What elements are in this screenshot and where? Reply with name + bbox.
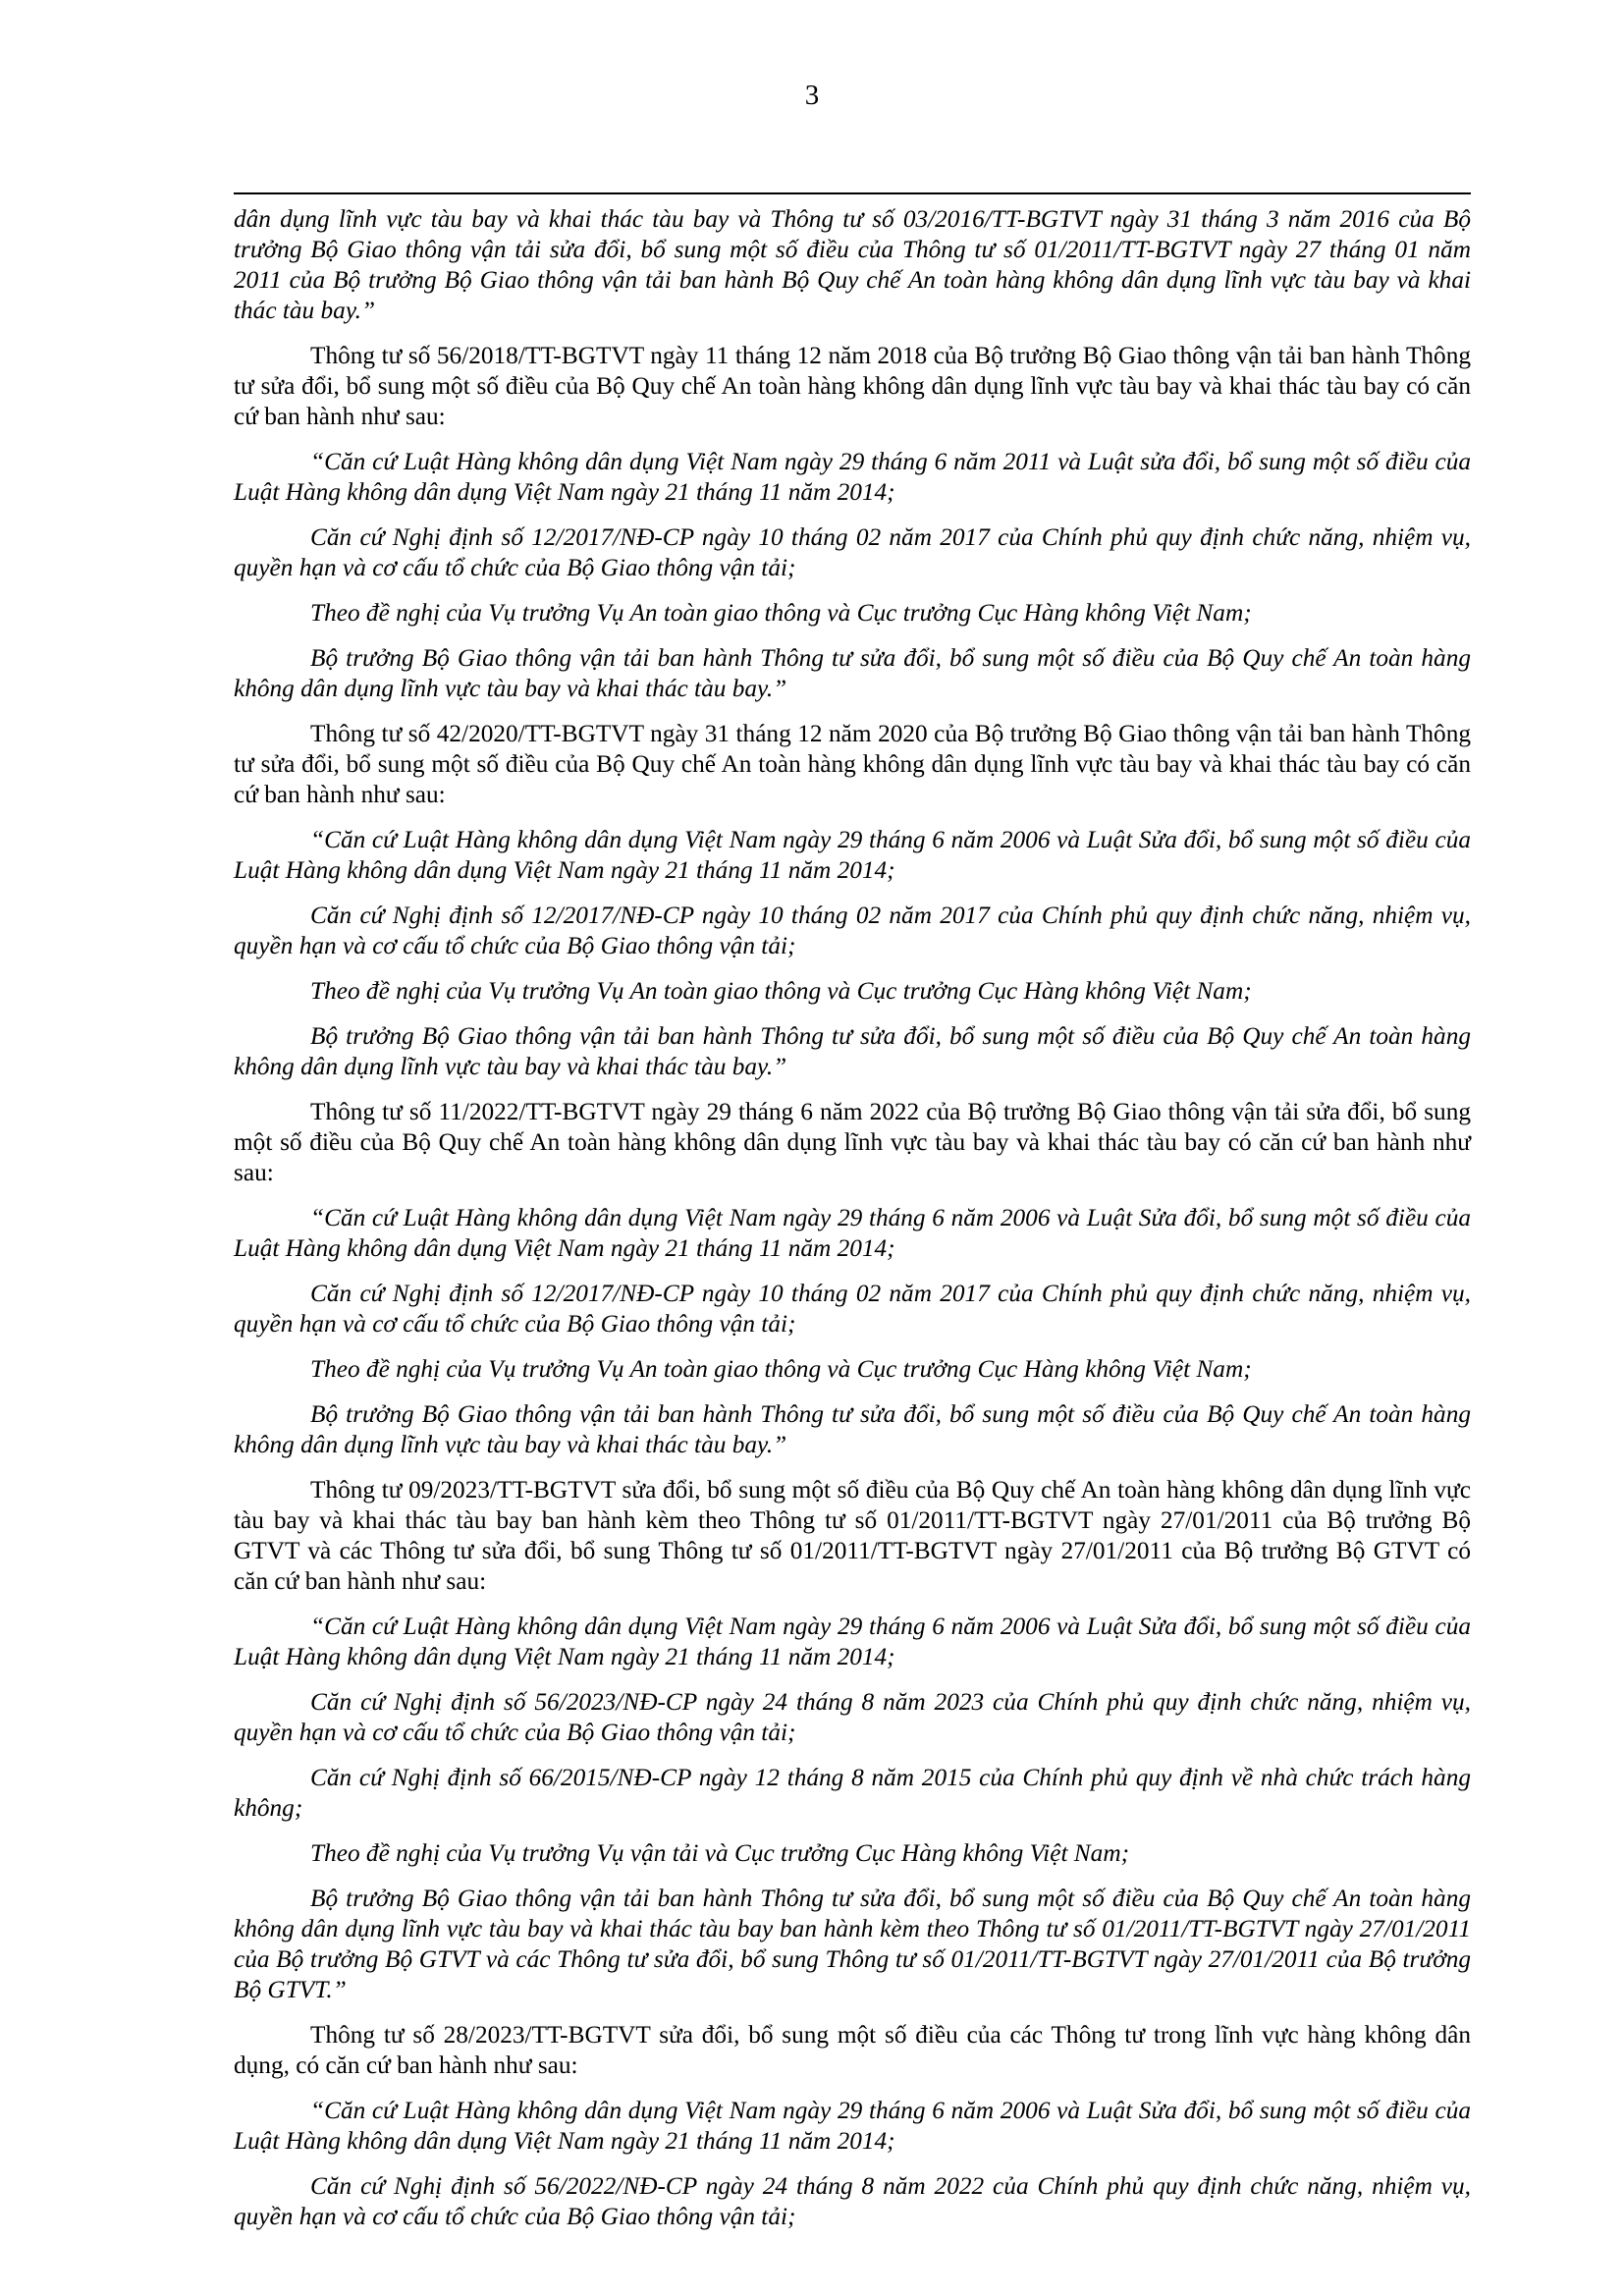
paragraph-circular-09-2023: Thông tư 09/2023/TT-BGTVT sửa đổi, bổ sung một số điều của Bộ Quy chế An toàn hàng không dân dụng lĩnh vực tàu bay và khai thác tàu bay ban hành kèm theo Thông tư số 01/2011/TT-BGTVT ngày 27/01/2011 của Bộ trưởng Bộ GTVT và các Thông tư sửa đổi, bổ sung Thông tư số 01/2011/TT-BGTVT ngày 27/01/2011 của Bộ trưởng Bộ GTVT có căn cứ ban hành như sau:: [234, 1476, 1471, 1595]
paragraph-circular-42-2020: Thông tư số 42/2020/TT-BGTVT ngày 31 tháng 12 năm 2020 của Bộ trưởng Bộ Giao thông vận tải ban hành Thông tư sửa đổi, bổ sung một số điều của Bộ Quy chế An toàn hàng không dân dụng lĩnh vực tàu bay và khai thác tàu bay có căn cứ ban hành như sau:: [234, 720, 1471, 808]
paragraph-circular-56-2018: Thông tư số 56/2018/TT-BGTVT ngày 11 tháng 12 năm 2018 của Bộ trưởng Bộ Giao thông vận tải ban hành Thông tư sửa đổi, bổ sung một số điều của Bộ Quy chế An toàn hàng không dân dụng lĩnh vực tàu bay và khai thác tàu bay có căn cứ ban hành như sau:: [234, 342, 1471, 430]
paragraph-proposal: Theo đề nghị của Vụ trưởng Vụ An toàn giao thông và Cục trưởng Cục Hàng không Việt Nam;: [310, 1355, 1252, 1383]
paragraph-proposal: Theo đề nghị của Vụ trưởng Vụ An toàn giao thông và Cục trưởng Cục Hàng không Việt Nam;: [310, 599, 1252, 627]
paragraph-circular-28-2023: Thông tư số 28/2023/TT-BGTVT sửa đổi, bổ sung một số điều của các Thông tư trong lĩnh vực hàng không dân dụng, có căn cứ ban hành như sau:: [234, 2021, 1471, 2079]
paragraph-legal-basis: “Căn cứ Luật Hàng không dân dụng Việt Nam ngày 29 tháng 6 năm 2006 và Luật Sửa đổi, bổ sung một số điều của Luật Hàng không dân dụng Việt Nam ngày 21 tháng 11 năm 2014;: [234, 1204, 1471, 1262]
paragraph-issuance: Bộ trưởng Bộ Giao thông vận tải ban hành Thông tư sửa đổi, bổ sung một số điều của Bộ Quy chế An toàn hàng không dân dụng lĩnh vực tàu bay và khai thác tàu bay.”: [234, 1400, 1471, 1458]
paragraph-legal-basis: “Căn cứ Luật Hàng không dân dụng Việt Nam ngày 29 tháng 6 năm 2006 và Luật Sửa đổi, bổ sung một số điều của Luật Hàng không dân dụng Việt Nam ngày 21 tháng 11 năm 2014;: [234, 826, 1471, 884]
page-number: 3: [804, 80, 820, 111]
paragraph-legal-basis: “Căn cứ Luật Hàng không dân dụng Việt Nam ngày 29 tháng 6 năm 2006 và Luật Sửa đổi, bổ sung một số điều của Luật Hàng không dân dụng Việt Nam ngày 21 tháng 11 năm 2014;: [234, 1613, 1471, 1670]
paragraph-legal-basis: Căn cứ Nghị định số 12/2017/NĐ-CP ngày 10 tháng 02 năm 2017 của Chính phủ quy định chức năng, nhiệm vụ, quyền hạn và cơ cấu tổ chức của Bộ Giao thông vận tải;: [234, 523, 1471, 581]
paragraph-legal-basis: Căn cứ Nghị định số 56/2023/NĐ-CP ngày 24 tháng 8 năm 2023 của Chính phủ quy định chức năng, nhiệm vụ, quyền hạn và cơ cấu tổ chức của Bộ Giao thông vận tải;: [234, 1688, 1471, 1746]
paragraph-legal-basis: Căn cứ Nghị định số 12/2017/NĐ-CP ngày 10 tháng 02 năm 2017 của Chính phủ quy định chức năng, nhiệm vụ, quyền hạn và cơ cấu tổ chức của Bộ Giao thông vận tải;: [234, 902, 1471, 959]
header-rule: [234, 192, 1471, 194]
document-body: [234, 204, 1471, 2247]
paragraph-legal-basis: Căn cứ Nghị định số 12/2017/NĐ-CP ngày 10 tháng 02 năm 2017 của Chính phủ quy định chức năng, nhiệm vụ, quyền hạn và cơ cấu tổ chức của Bộ Giao thông vận tải;: [234, 1280, 1471, 1338]
paragraph-quote-continued: dân dụng lĩnh vực tàu bay và khai thác tàu bay và Thông tư số 03/2016/TT-BGTVT ngày 31 tháng 3 năm 2016 của Bộ trưởng Bộ Giao thông vận tải sửa đổi, bổ sung một số điều của Thông tư số 01/2011/TT-BGTVT ngày 27 tháng 01 năm 2011 của Bộ trưởng Bộ Giao thông vận tải ban hành Bộ Quy chế An toàn hàng không dân dụng lĩnh vực tàu bay và khai thác tàu bay.”: [234, 205, 1471, 324]
paragraph-circular-11-2022: Thông tư số 11/2022/TT-BGTVT ngày 29 tháng 6 năm 2022 của Bộ trưởng Bộ Giao thông vận tải sửa đổi, bổ sung một số điều của Bộ Quy chế An toàn hàng không dân dụng lĩnh vực tàu bay và khai thác tàu bay có căn cứ ban hành như sau:: [234, 1098, 1471, 1186]
paragraph-issuance: Bộ trưởng Bộ Giao thông vận tải ban hành Thông tư sửa đổi, bổ sung một số điều của Bộ Quy chế An toàn hàng không dân dụng lĩnh vực tàu bay và khai thác tàu bay ban hành kèm theo Thông tư số 01/2011/TT-BGTVT ngày 27/01/2011 của Bộ trưởng Bộ GTVT và các Thông tư sửa đổi, bổ sung Thông tư số 01/2011/TT-BGTVT ngày 27/01/2011 của Bộ trưởng Bộ GTVT.”: [234, 1885, 1471, 2003]
paragraph-issuance: Bộ trưởng Bộ Giao thông vận tải ban hành Thông tư sửa đổi, bổ sung một số điều của Bộ Quy chế An toàn hàng không dân dụng lĩnh vực tàu bay và khai thác tàu bay.”: [234, 644, 1471, 702]
paragraph-legal-basis: Căn cứ Nghị định số 66/2015/NĐ-CP ngày 12 tháng 8 năm 2015 của Chính phủ quy định về nhà chức trách hàng không;: [234, 1764, 1471, 1822]
paragraph-proposal: Theo đề nghị của Vụ trưởng Vụ An toàn giao thông và Cục trưởng Cục Hàng không Việt Nam;: [310, 977, 1252, 1005]
paragraph-legal-basis: “Căn cứ Luật Hàng không dân dụng Việt Nam ngày 29 tháng 6 năm 2011 và Luật sửa đổi, bổ sung một số điều của Luật Hàng không dân dụng Việt Nam ngày 21 tháng 11 năm 2014;: [234, 448, 1471, 506]
paragraph-legal-basis: Căn cứ Nghị định số 56/2022/NĐ-CP ngày 24 tháng 8 năm 2022 của Chính phủ quy định chức năng, nhiệm vụ, quyền hạn và cơ cấu tổ chức của Bộ Giao thông vận tải;: [234, 2172, 1471, 2230]
paragraph-issuance: Bộ trưởng Bộ Giao thông vận tải ban hành Thông tư sửa đổi, bổ sung một số điều của Bộ Quy chế An toàn hàng không dân dụng lĩnh vực tàu bay và khai thác tàu bay.”: [234, 1022, 1471, 1080]
paragraph-proposal: Theo đề nghị của Vụ trưởng Vụ vận tải và Cục trưởng Cục Hàng không Việt Nam;: [310, 1839, 1130, 1867]
paragraph-legal-basis: “Căn cứ Luật Hàng không dân dụng Việt Nam ngày 29 tháng 6 năm 2006 và Luật Sửa đổi, bổ sung một số điều của Luật Hàng không dân dụng Việt Nam ngày 21 tháng 11 năm 2014;: [234, 2097, 1471, 2155]
